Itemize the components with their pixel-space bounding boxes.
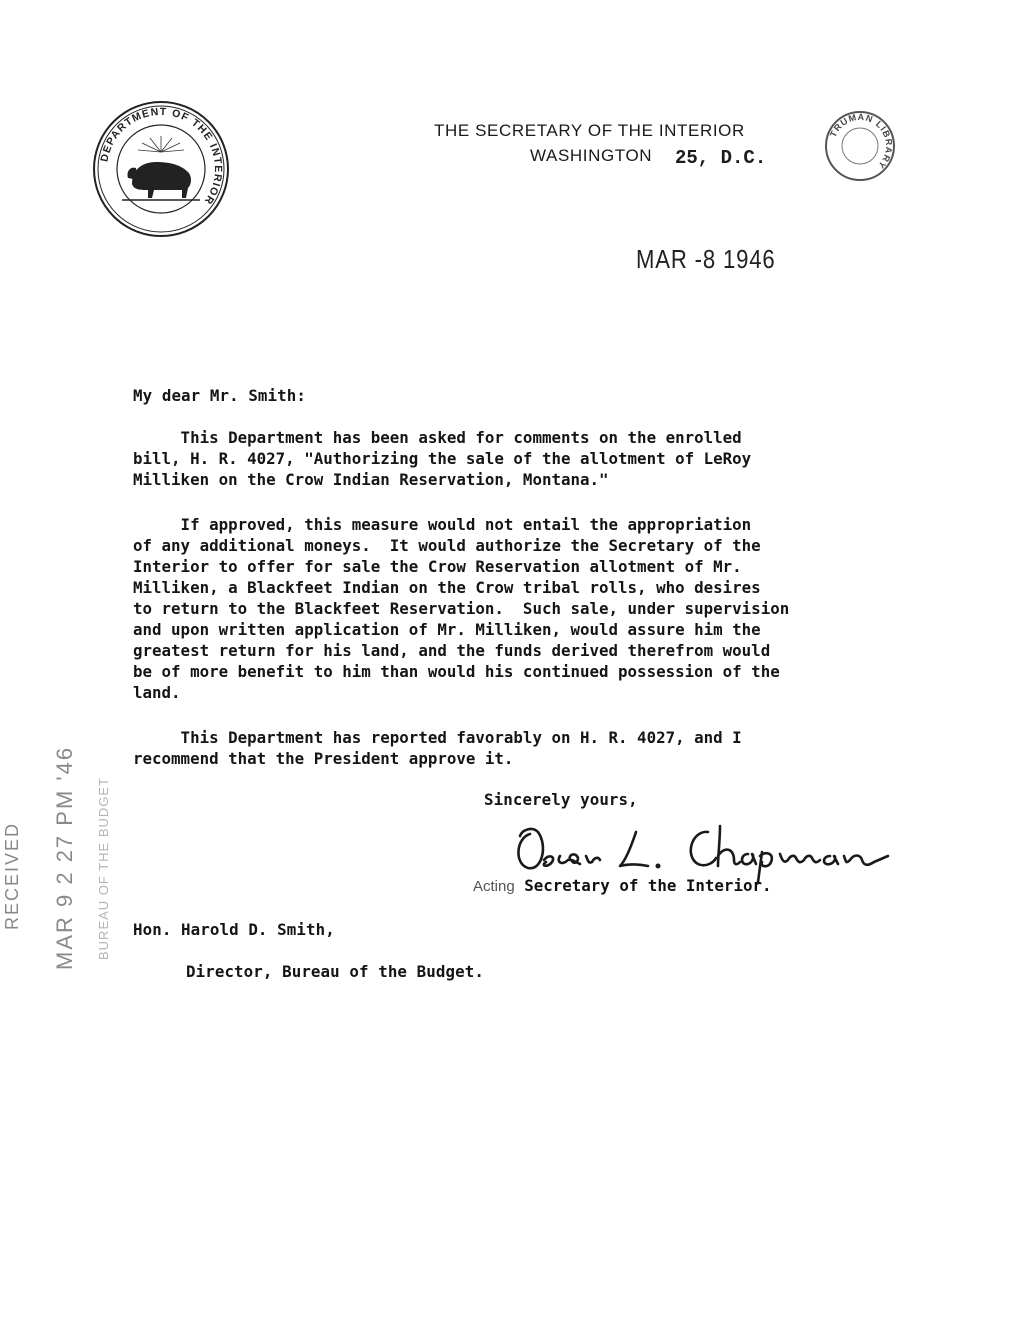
received-stamp-label: RECEIVED — [2, 821, 22, 930]
signer-prefix: Acting — [473, 878, 515, 895]
letterhead-city: WASHINGTON — [530, 146, 653, 165]
seal-text: DEPARTMENT OF THE INTERIOR — [98, 105, 225, 208]
paragraph-line: land. — [133, 683, 181, 702]
library-stamp-text: TRUMAN LIBRARY — [827, 111, 895, 172]
paragraph-line: and upon written application of Mr. Milliken, would assure him the — [133, 620, 761, 639]
paragraph-line: of any additional moneys. It would authorize the Secretary of the — [133, 536, 761, 555]
letterhead-zone: 25, D.C. — [675, 147, 767, 169]
library-stamp-icon — [824, 110, 896, 182]
paragraph-line: greatest return for his land, and the funds derived therefrom would — [133, 641, 771, 660]
salutation: My dear Mr. Smith: — [133, 386, 306, 405]
paragraph-line: Milliken, a Blackfeet Indian on the Crow tribal rolls, who desires — [133, 578, 761, 597]
addressee-name: Hon. Harold D. Smith, — [133, 920, 335, 939]
received-stamp-date: MAR 9 2 27 PM '46 — [52, 745, 77, 970]
paragraph-line: to return to the Blackfeet Reservation. Such sale, under supervision — [133, 599, 790, 618]
paragraph-line: This Department has reported favorably on H. R. 4027, and I — [133, 728, 742, 747]
paragraph-line: Milliken on the Crow Indian Reservation, Montana." — [133, 470, 609, 489]
signer-title — [473, 876, 772, 895]
closing: Sincerely yours, — [484, 790, 638, 809]
addressee-title: Director, Bureau of the Budget. — [186, 962, 484, 981]
paragraph-3 — [133, 727, 873, 769]
paragraph-1 — [133, 427, 873, 490]
paragraph-2 — [133, 514, 873, 703]
signer-title-text: Secretary of the Interior. — [514, 876, 772, 895]
received-stamp-office: BUREAU OF THE BUDGET — [96, 776, 111, 960]
paragraph-line: This Department has been asked for comments on the enrolled — [133, 428, 742, 447]
paragraph-line: be of more benefit to him than would his continued possession of the — [133, 662, 780, 681]
department-seal-icon — [92, 100, 230, 238]
letterhead-title: THE SECRETARY OF THE INTERIOR — [434, 121, 745, 140]
paragraph-line: If approved, this measure would not entail the appropriation — [133, 515, 752, 534]
date-stamp: MAR -8 1946 — [636, 244, 776, 274]
paragraph-line: recommend that the President approve it. — [133, 749, 514, 768]
svg-text:DEPARTMENT OF THE INTERIOR — [98, 106, 224, 207]
paragraph-line: Interior to offer for sale the Crow Reservation allotment of Mr. — [133, 557, 742, 576]
paragraph-line: bill, H. R. 4027, "Authorizing the sale of the allotment of LeRoy — [133, 449, 752, 468]
